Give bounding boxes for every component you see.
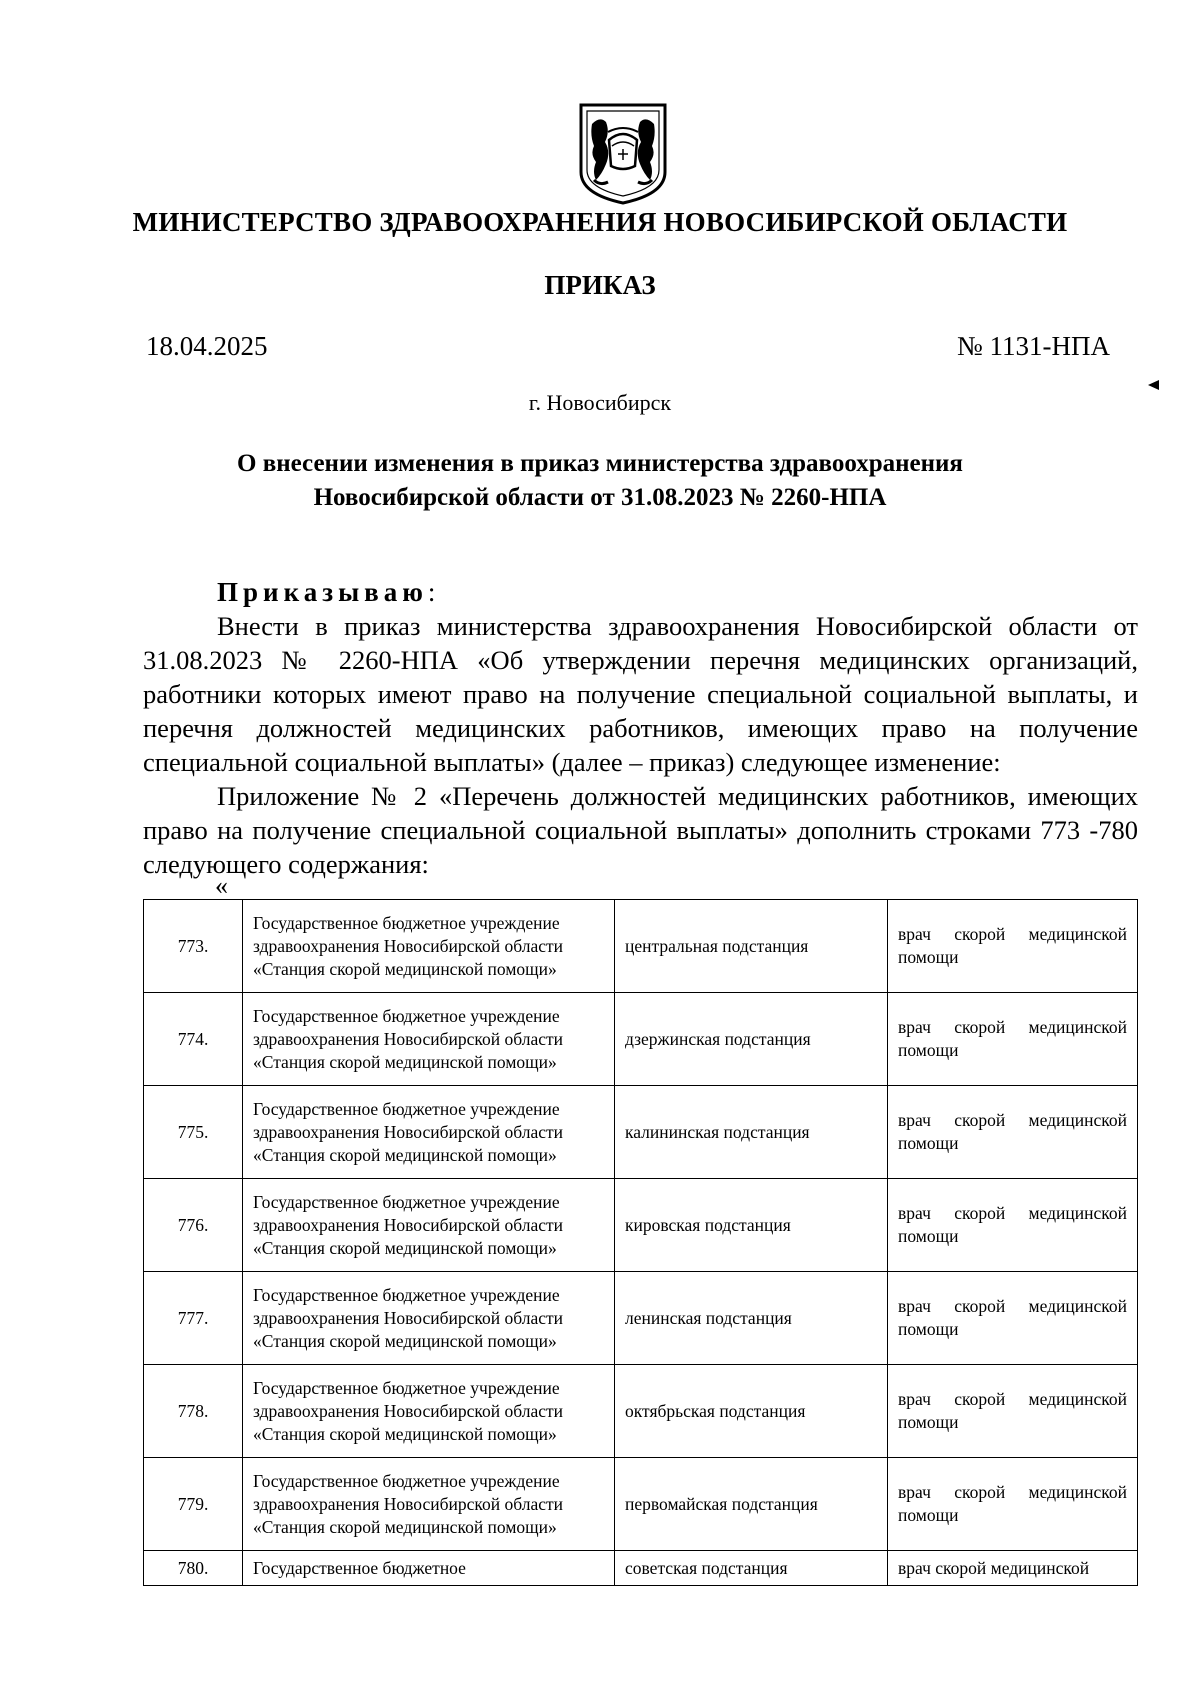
title-line-2: Новосибирской области от 31.08.2023 № 2260-НПА <box>313 484 887 511</box>
table-row <box>144 1179 1138 1272</box>
row-position: врач скорой медицинской <box>888 1551 1138 1586</box>
row-number: 773. <box>144 900 243 993</box>
row-position: врач скорой медицинской помощи <box>888 1365 1138 1458</box>
row-organization: Государственное бюджетное <box>243 1551 615 1586</box>
row-substation: ленинская подстанция <box>615 1272 888 1365</box>
table-row <box>144 1272 1138 1365</box>
document-title <box>100 447 1100 515</box>
table-row <box>144 1086 1138 1179</box>
body-paragraph-2: Приложение № 2 «Перечень должностей медицинских работников, имеющих право на получение специальной социальной выплаты» дополнить строками 773 -780 следующего содержания: <box>143 781 1138 879</box>
row-number: 780. <box>144 1551 243 1586</box>
row-substation: дзержинская подстанция <box>615 993 888 1086</box>
table-row <box>144 900 1138 993</box>
row-number: 774. <box>144 993 243 1086</box>
row-organization: Государственное бюджетное учреждение здравоохранения Новосибирской области «Станция скорой медицинской помощи» <box>243 1086 615 1179</box>
row-substation: октябрьская подстанция <box>615 1365 888 1458</box>
row-substation: первомайская подстанция <box>615 1458 888 1551</box>
row-substation: центральная подстанция <box>615 900 888 993</box>
title-line-1: О внесении изменения в приказ министерства здравоохранения <box>237 450 963 477</box>
row-number: 776. <box>144 1179 243 1272</box>
body-text <box>143 609 1138 881</box>
table-row <box>144 1365 1138 1458</box>
row-number: 777. <box>144 1272 243 1365</box>
document-number: № 1131-НПА <box>957 331 1110 361</box>
appendix-table <box>143 899 1138 1586</box>
table-row <box>144 1551 1138 1586</box>
body-paragraph-1: Внести в приказ министерства здравоохранения Новосибирской области от 31.08.2023 № 2260-НПА «Об утверждении перечня медицинских организаций, работники которых имеют право на получение специальной социальной выплаты, и перечня должностей медицинских работников, имеющих право на получение специальной социальной выплаты» (далее – приказ) следующее изменение: <box>143 611 1138 777</box>
row-position: врач скорой медицинской помощи <box>888 1272 1138 1365</box>
row-organization: Государственное бюджетное учреждение здравоохранения Новосибирской области «Станция скорой медицинской помощи» <box>243 900 615 993</box>
ministry-name: МИНИСТЕРСТВО ЗДРАВООХРАНЕНИЯ НОВОСИБИРСКОЙ ОБЛАСТИ <box>132 207 1068 237</box>
document-date: 18.04.2025 <box>146 331 268 361</box>
row-position: врач скорой медицинской помощи <box>888 1179 1138 1272</box>
row-position: врач скорой медицинской помощи <box>888 1458 1138 1551</box>
table-row <box>144 1458 1138 1551</box>
row-organization: Государственное бюджетное учреждение здравоохранения Новосибирской области «Станция скорой медицинской помощи» <box>243 1365 615 1458</box>
row-substation: кировская подстанция <box>615 1179 888 1272</box>
row-number: 779. <box>144 1458 243 1551</box>
row-substation: калининская подстанция <box>615 1086 888 1179</box>
row-organization: Государственное бюджетное учреждение здравоохранения Новосибирской области «Станция скорой медицинской помощи» <box>243 1272 615 1365</box>
row-substation: советская подстанция <box>615 1551 888 1586</box>
row-position: врач скорой медицинской помощи <box>888 1086 1138 1179</box>
row-position: врач скорой медицинской помощи <box>888 993 1138 1086</box>
order-word-text: Приказываю <box>217 577 428 607</box>
row-organization: Государственное бюджетное учреждение здравоохранения Новосибирской области «Станция скорой медицинской помощи» <box>243 993 615 1086</box>
row-number: 775. <box>144 1086 243 1179</box>
row-position: врач скорой медицинской помощи <box>888 900 1138 993</box>
order-word-colon: : <box>427 577 436 607</box>
cursor-arrow-icon <box>1148 380 1159 390</box>
novosibirsk-coat-of-arms-icon <box>578 102 668 206</box>
row-organization: Государственное бюджетное учреждение здравоохранения Новосибирской области «Станция скорой медицинской помощи» <box>243 1179 615 1272</box>
table-row <box>144 993 1138 1086</box>
document-type: ПРИКАЗ <box>544 270 656 300</box>
document-city: г. Новосибирск <box>528 390 672 415</box>
row-number: 778. <box>144 1365 243 1458</box>
row-organization: Государственное бюджетное учреждение здравоохранения Новосибирской области «Станция скорой медицинской помощи» <box>243 1458 615 1551</box>
order-word <box>217 577 435 608</box>
open-quote: « <box>215 871 228 900</box>
